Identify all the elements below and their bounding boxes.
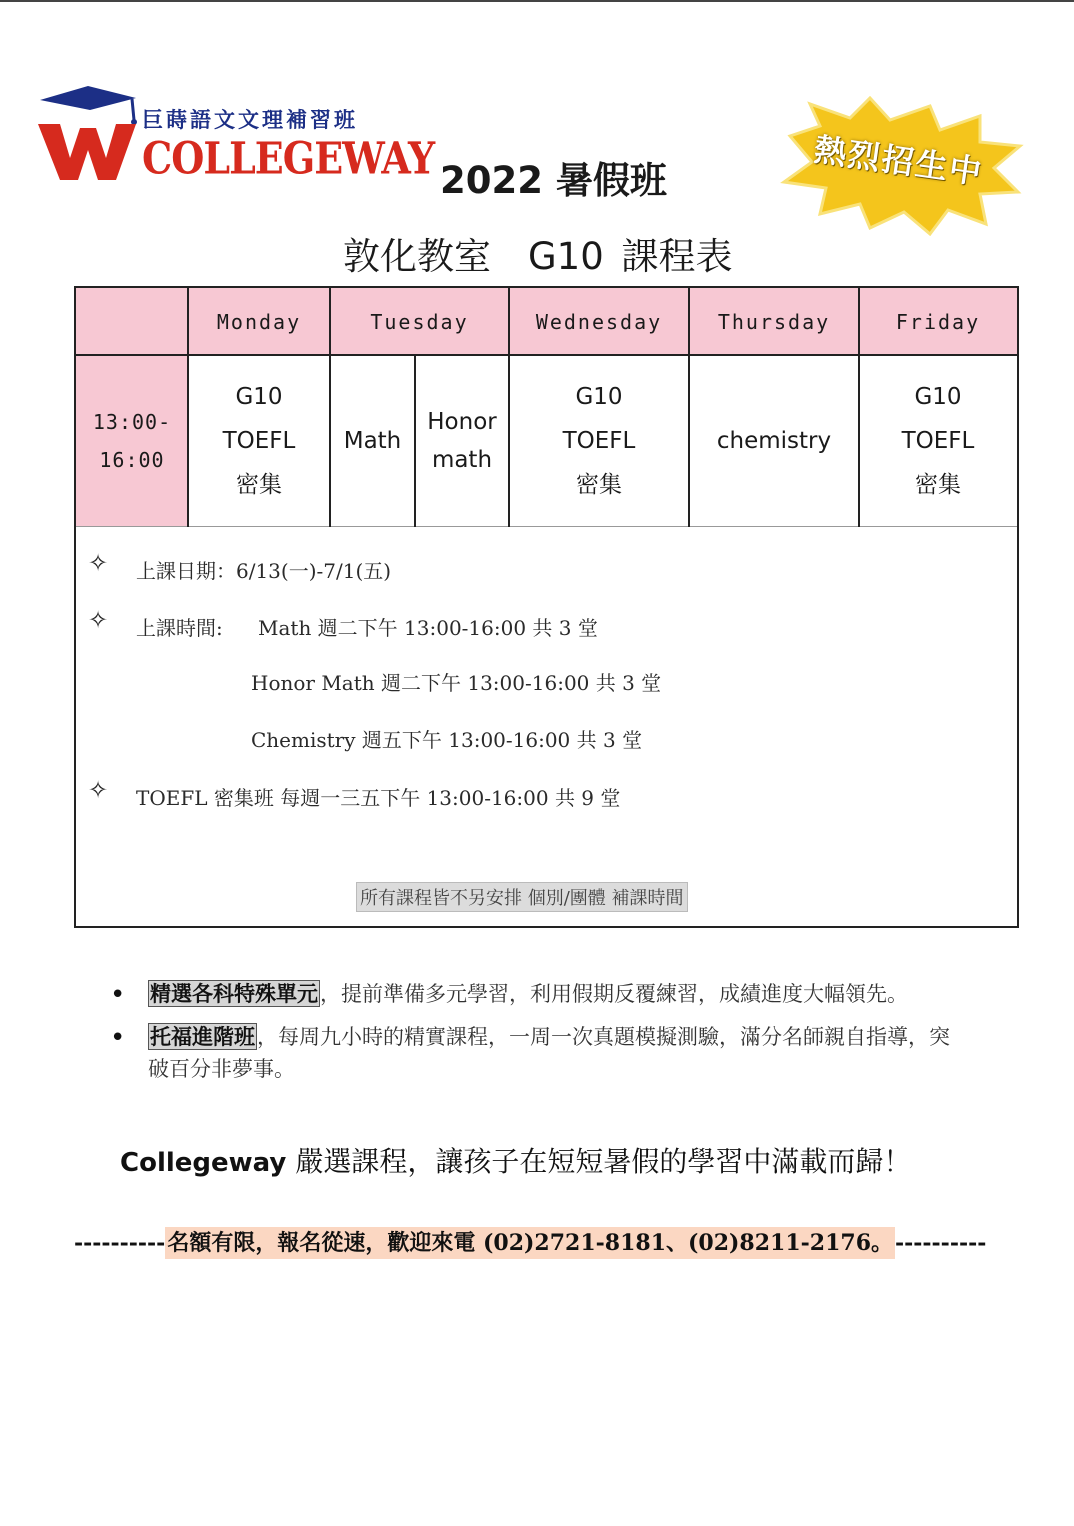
dashes-left: ---------- (74, 1230, 166, 1256)
logo-chinese-name: 巨蒔語文文理補習班 (142, 107, 358, 132)
note-dates: 上課日期：6/13(一)-7/1(五) (136, 559, 392, 583)
course-wednesday (509, 355, 689, 527)
time-end: 16:00 (99, 448, 165, 472)
bullet-highlight: 精選各科特殊單元 (150, 981, 318, 1006)
grid-line (508, 288, 510, 527)
enrollment-badge (780, 96, 1026, 236)
grid-line (688, 288, 690, 527)
course-thursday (689, 355, 859, 527)
course-name-line2: math (431, 447, 493, 473)
grid-line (76, 526, 1017, 527)
course-grade: G10 (914, 384, 962, 410)
slogan-brand: Collegeway (120, 1148, 287, 1178)
course-grade: G10 (575, 384, 623, 410)
bullet-dot: • (110, 1023, 126, 1053)
header-tuesday: Tuesday (330, 288, 509, 355)
header-friday: Friday (859, 288, 1017, 355)
course-type: 密集 (576, 472, 622, 498)
course-name: TOEFL (222, 428, 296, 454)
course-name: Math (343, 428, 402, 454)
schedule-table (74, 286, 1019, 928)
dashes-right: ---------- (895, 1230, 987, 1256)
bullet-text: ，每周九小時的精實課程，一周一次真題模擬測驗，滿分名師親自指導，突破百分非夢事。 (148, 1025, 950, 1081)
course-tuesday-honor-math (415, 355, 509, 527)
graduation-cap-w-icon (36, 84, 146, 184)
course-name: chemistry (716, 428, 832, 454)
header-wednesday: Wednesday (509, 288, 689, 355)
bullet-special-units (148, 978, 998, 1010)
star-icon: ✧ (88, 606, 109, 634)
badge-text: 熱烈招生中 (811, 130, 986, 192)
grid-line (329, 288, 331, 527)
slogan-text: 嚴選課程，讓孩子在短短暑假的學習中滿載而歸！ (295, 1145, 912, 1178)
makeup-policy-note: 所有課程皆不另安排 個別/團體 補課時間 (356, 882, 688, 912)
grid-line (187, 288, 189, 527)
time-start: 13:00- (92, 410, 172, 434)
bullet-toefl-advanced (148, 1021, 968, 1085)
course-name: TOEFL (901, 428, 975, 454)
bullet-highlight: 托福進階班 (150, 1024, 255, 1049)
course-type: 密集 (236, 472, 282, 498)
note-time-label: 上課時間: (136, 616, 223, 640)
bullet-dot: • (110, 980, 126, 1010)
contact-info: 名額有限，報名從速，歡迎來電 (02)2721-8181、(02)8211-2176。 (165, 1227, 895, 1259)
page-title: 2022 暑假班 (440, 159, 667, 202)
header-thursday: Thursday (689, 288, 859, 355)
slogan (120, 1140, 911, 1180)
top-border-line (0, 0, 1074, 2)
bullet-text: ，提前準備多元學習，利用假期反覆練習，成績進度大幅領先。 (320, 982, 908, 1006)
grid-line (76, 354, 1017, 356)
course-friday (859, 355, 1017, 527)
course-tuesday-math (330, 355, 415, 527)
grid-line (414, 355, 416, 527)
note-time-chemistry: Chemistry 週五下午 13:00-16:00 共 3 堂 (251, 728, 643, 752)
collegeway-logo (36, 84, 435, 184)
star-icon: ✧ (88, 776, 109, 804)
logo-english-name: COLLEGEWAY (142, 132, 435, 184)
header-empty-cell (76, 288, 188, 355)
note-time-math: Math 週二下午 13:00-16:00 共 3 堂 (258, 616, 598, 640)
course-type: 密集 (915, 472, 961, 498)
schedule-subtitle: 敦化教室 G10 課程表 (343, 235, 733, 278)
course-grade: G10 (235, 384, 283, 410)
course-name-line1: Honor (427, 409, 497, 435)
contact-line (74, 1226, 986, 1257)
note-time-honor-math: Honor Math 週二下午 13:00-16:00 共 3 堂 (251, 671, 662, 695)
time-slot-cell (76, 355, 188, 527)
header-monday: Monday (188, 288, 330, 355)
course-name: TOEFL (562, 428, 636, 454)
star-icon: ✧ (88, 549, 109, 577)
note-toefl: TOEFL 密集班 每週一三五下午 13:00-16:00 共 9 堂 (136, 786, 621, 810)
course-monday (188, 355, 330, 527)
grid-line (858, 288, 860, 527)
